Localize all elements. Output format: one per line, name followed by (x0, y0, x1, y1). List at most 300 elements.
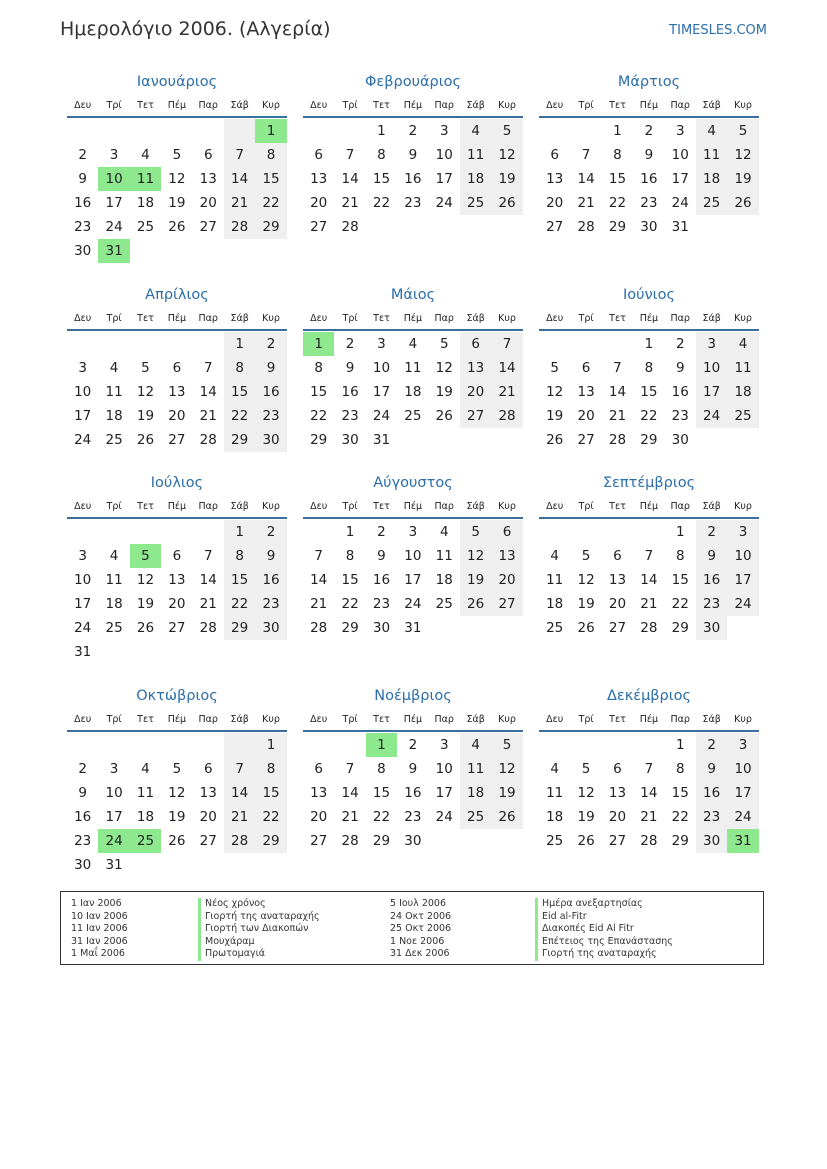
day-cell[interactable]: 3 (78, 360, 87, 376)
day-cell[interactable]: 21 (640, 596, 658, 612)
day-cell[interactable]: 27 (546, 219, 564, 235)
day-cell[interactable]: 27 (608, 620, 627, 636)
day-cell[interactable]: 31 (372, 432, 391, 448)
day-cell[interactable]: 11 (727, 356, 758, 380)
day-cell[interactable]: 16 (696, 781, 727, 805)
day-cell[interactable]: 15 (608, 171, 627, 187)
day-cell[interactable]: 12 (727, 143, 758, 167)
day-cell[interactable]: 9 (255, 356, 286, 380)
day-cell[interactable]: 31 (98, 239, 129, 263)
day-cell[interactable]: 24 (74, 620, 92, 636)
day-cell[interactable]: 19 (546, 408, 564, 424)
day-cell[interactable]: 11 (105, 384, 123, 400)
day-cell[interactable]: 26 (136, 620, 155, 636)
day-cell[interactable]: 22 (255, 191, 286, 215)
day-cell[interactable]: 12 (460, 544, 491, 568)
day-cell[interactable]: 4 (550, 548, 559, 564)
day-cell[interactable]: 23 (74, 219, 92, 235)
day-cell[interactable]: 6 (314, 147, 323, 163)
day-cell[interactable]: 25 (105, 620, 123, 636)
day-cell[interactable]: 7 (491, 332, 522, 356)
day-cell[interactable]: 10 (372, 360, 391, 376)
day-cell[interactable]: 31 (671, 219, 689, 235)
day-cell[interactable]: 11 (460, 143, 491, 167)
day-cell[interactable]: 2 (408, 123, 418, 139)
day-cell[interactable]: 2 (696, 520, 727, 544)
day-cell[interactable]: 13 (168, 384, 186, 400)
day-cell[interactable]: 28 (491, 404, 522, 428)
day-cell[interactable]: 6 (613, 761, 622, 777)
day-cell[interactable]: 24 (404, 596, 422, 612)
day-cell[interactable]: 12 (136, 572, 155, 588)
day-cell[interactable]: 31 (74, 644, 92, 660)
day-cell[interactable]: 6 (491, 520, 522, 544)
day-cell[interactable]: 3 (439, 737, 449, 753)
day-cell[interactable]: 28 (310, 620, 328, 636)
day-cell[interactable]: 8 (224, 356, 255, 380)
day-cell[interactable]: 2 (675, 336, 685, 352)
day-cell[interactable]: 2 (255, 332, 286, 356)
day-cell[interactable]: 22 (372, 195, 391, 211)
day-cell[interactable]: 7 (581, 147, 591, 163)
day-cell[interactable]: 6 (203, 147, 213, 163)
day-cell[interactable]: 21 (341, 809, 359, 825)
day-cell[interactable]: 2 (377, 524, 386, 540)
day-cell[interactable]: 3 (696, 332, 727, 356)
day-cell[interactable]: 12 (491, 143, 522, 167)
day-cell[interactable]: 18 (136, 195, 155, 211)
day-cell[interactable]: 30 (74, 243, 92, 259)
day-cell[interactable]: 23 (696, 805, 727, 829)
day-cell[interactable]: 10 (727, 544, 758, 568)
day-cell[interactable]: 28 (224, 215, 255, 239)
day-cell[interactable]: 1 (224, 332, 255, 356)
day-cell[interactable]: 27 (608, 833, 627, 849)
day-cell[interactable]: 5 (491, 119, 522, 143)
day-cell[interactable]: 20 (546, 195, 564, 211)
day-cell[interactable]: 3 (439, 123, 449, 139)
day-cell[interactable]: 4 (109, 548, 119, 564)
day-cell[interactable]: 2 (345, 336, 355, 352)
day-cell[interactable]: 14 (199, 572, 217, 588)
day-cell[interactable]: 29 (255, 215, 286, 239)
day-cell[interactable]: 11 (105, 572, 123, 588)
day-cell[interactable]: 9 (255, 544, 286, 568)
day-cell[interactable]: 1 (366, 733, 397, 757)
day-cell[interactable]: 23 (74, 833, 92, 849)
day-cell[interactable]: 15 (372, 171, 391, 187)
day-cell[interactable]: 12 (136, 384, 155, 400)
day-cell[interactable]: 13 (168, 572, 186, 588)
day-cell[interactable]: 6 (460, 332, 491, 356)
day-cell[interactable]: 20 (608, 809, 627, 825)
day-cell[interactable]: 10 (98, 167, 129, 191)
day-cell[interactable]: 23 (404, 195, 422, 211)
day-cell[interactable]: 20 (168, 408, 186, 424)
day-cell[interactable]: 16 (255, 380, 286, 404)
day-cell[interactable]: 12 (546, 384, 564, 400)
day-cell[interactable]: 1 (255, 733, 286, 757)
day-cell[interactable]: 16 (640, 171, 658, 187)
day-cell[interactable]: 13 (460, 356, 491, 380)
day-cell[interactable]: 7 (644, 548, 654, 564)
day-cell[interactable]: 5 (172, 761, 182, 777)
day-cell[interactable]: 29 (255, 829, 286, 853)
day-cell[interactable]: 4 (550, 761, 559, 777)
day-cell[interactable]: 1 (224, 520, 255, 544)
day-cell[interactable]: 29 (671, 620, 689, 636)
day-cell[interactable]: 31 (404, 620, 422, 636)
day-cell[interactable]: 28 (199, 620, 217, 636)
day-cell[interactable]: 9 (644, 147, 654, 163)
day-cell[interactable]: 16 (404, 171, 422, 187)
day-cell[interactable]: 19 (136, 596, 155, 612)
day-cell[interactable]: 17 (435, 785, 453, 801)
day-cell[interactable]: 27 (199, 833, 217, 849)
day-cell[interactable]: 5 (727, 119, 758, 143)
day-cell[interactable]: 10 (404, 548, 422, 564)
day-cell[interactable]: 8 (613, 147, 622, 163)
day-cell[interactable]: 15 (640, 384, 658, 400)
day-cell[interactable]: 14 (341, 171, 359, 187)
day-cell[interactable]: 27 (168, 620, 186, 636)
day-cell[interactable]: 28 (341, 219, 359, 235)
day-cell[interactable]: 24 (74, 432, 92, 448)
day-cell[interactable]: 14 (224, 167, 255, 191)
day-cell[interactable]: 15 (255, 781, 286, 805)
day-cell[interactable]: 17 (727, 781, 758, 805)
day-cell[interactable]: 20 (310, 809, 328, 825)
day-cell[interactable]: 8 (377, 761, 386, 777)
day-cell[interactable]: 19 (727, 167, 758, 191)
day-cell[interactable]: 15 (671, 572, 689, 588)
day-cell[interactable]: 27 (491, 592, 522, 616)
day-cell[interactable]: 3 (109, 147, 119, 163)
day-cell[interactable]: 21 (577, 195, 595, 211)
day-cell[interactable]: 5 (581, 548, 591, 564)
day-cell[interactable]: 3 (727, 520, 758, 544)
day-cell[interactable]: 4 (141, 147, 150, 163)
day-cell[interactable]: 12 (435, 360, 453, 376)
day-cell[interactable]: 30 (640, 219, 658, 235)
day-cell[interactable]: 26 (491, 191, 522, 215)
day-cell[interactable]: 25 (404, 408, 422, 424)
day-cell[interactable]: 4 (439, 524, 449, 540)
day-cell[interactable]: 16 (74, 195, 92, 211)
day-cell[interactable]: 2 (78, 761, 87, 777)
day-cell[interactable]: 15 (310, 384, 328, 400)
day-cell[interactable]: 9 (78, 171, 87, 187)
day-cell[interactable]: 20 (491, 568, 522, 592)
day-cell[interactable]: 11 (130, 167, 161, 191)
day-cell[interactable]: 18 (460, 781, 491, 805)
day-cell[interactable]: 2 (644, 123, 654, 139)
day-cell[interactable]: 18 (727, 380, 758, 404)
day-cell[interactable]: 22 (671, 596, 689, 612)
day-cell[interactable]: 18 (136, 809, 155, 825)
day-cell[interactable]: 17 (435, 171, 453, 187)
day-cell[interactable]: 22 (372, 809, 391, 825)
day-cell[interactable]: 2 (408, 737, 418, 753)
day-cell[interactable]: 9 (78, 785, 87, 801)
day-cell[interactable]: 8 (224, 544, 255, 568)
day-cell[interactable]: 28 (640, 620, 658, 636)
day-cell[interactable]: 19 (168, 195, 186, 211)
day-cell[interactable]: 27 (577, 432, 595, 448)
day-cell[interactable]: 21 (491, 380, 522, 404)
day-cell[interactable]: 25 (435, 596, 453, 612)
day-cell[interactable]: 22 (255, 805, 286, 829)
day-cell[interactable]: 7 (644, 761, 654, 777)
day-cell[interactable]: 16 (74, 809, 92, 825)
day-cell[interactable]: 4 (696, 119, 727, 143)
day-cell[interactable]: 5 (550, 360, 559, 376)
day-cell[interactable]: 10 (696, 356, 727, 380)
day-cell[interactable]: 19 (491, 167, 522, 191)
day-cell[interactable]: 10 (74, 384, 92, 400)
day-cell[interactable]: 8 (345, 548, 355, 564)
day-cell[interactable]: 13 (491, 544, 522, 568)
day-cell[interactable]: 14 (341, 785, 359, 801)
day-cell[interactable]: 21 (640, 809, 658, 825)
day-cell[interactable]: 25 (460, 805, 491, 829)
day-cell[interactable]: 8 (255, 757, 286, 781)
day-cell[interactable]: 20 (577, 408, 595, 424)
day-cell[interactable]: 18 (460, 167, 491, 191)
day-cell[interactable]: 25 (727, 404, 758, 428)
day-cell[interactable]: 17 (74, 408, 92, 424)
day-cell[interactable]: 29 (608, 219, 627, 235)
day-cell[interactable]: 11 (435, 548, 453, 564)
day-cell[interactable]: 17 (74, 596, 92, 612)
day-cell[interactable]: 19 (435, 384, 453, 400)
day-cell[interactable]: 29 (341, 620, 359, 636)
day-cell[interactable]: 2 (78, 147, 87, 163)
day-cell[interactable]: 3 (377, 336, 386, 352)
day-cell[interactable]: 20 (310, 195, 328, 211)
day-cell[interactable]: 12 (577, 785, 595, 801)
day-cell[interactable]: 12 (168, 785, 186, 801)
day-cell[interactable]: 4 (408, 336, 418, 352)
day-cell[interactable]: 26 (168, 219, 186, 235)
day-cell[interactable]: 18 (404, 384, 422, 400)
day-cell[interactable]: 25 (130, 829, 161, 853)
day-cell[interactable]: 5 (491, 733, 522, 757)
day-cell[interactable]: 1 (255, 119, 286, 143)
day-cell[interactable]: 26 (577, 620, 595, 636)
day-cell[interactable]: 17 (671, 171, 689, 187)
day-cell[interactable]: 22 (608, 195, 627, 211)
day-cell[interactable]: 27 (310, 219, 328, 235)
day-cell[interactable]: 15 (372, 785, 391, 801)
day-cell[interactable]: 14 (640, 785, 658, 801)
day-cell[interactable]: 7 (224, 143, 255, 167)
day-cell[interactable]: 27 (310, 833, 328, 849)
day-cell[interactable]: 11 (136, 785, 155, 801)
day-cell[interactable]: 18 (105, 408, 123, 424)
day-cell[interactable]: 22 (224, 404, 255, 428)
day-cell[interactable]: 16 (341, 384, 359, 400)
day-cell[interactable]: 7 (203, 548, 213, 564)
day-cell[interactable]: 16 (372, 572, 391, 588)
day-cell[interactable]: 1 (613, 123, 622, 139)
day-cell[interactable]: 23 (372, 596, 391, 612)
site-link[interactable]: TIMESLES.COM (669, 23, 767, 38)
day-cell[interactable]: 18 (546, 596, 564, 612)
day-cell[interactable]: 19 (491, 781, 522, 805)
day-cell[interactable]: 15 (671, 785, 689, 801)
day-cell[interactable]: 12 (168, 171, 186, 187)
day-cell[interactable]: 8 (377, 147, 386, 163)
day-cell[interactable]: 6 (613, 548, 622, 564)
day-cell[interactable]: 22 (310, 408, 328, 424)
day-cell[interactable]: 14 (199, 384, 217, 400)
day-cell[interactable]: 20 (460, 380, 491, 404)
day-cell[interactable]: 19 (577, 809, 595, 825)
day-cell[interactable]: 23 (696, 592, 727, 616)
day-cell[interactable]: 7 (314, 548, 323, 564)
day-cell[interactable]: 3 (727, 733, 758, 757)
day-cell[interactable]: 11 (696, 143, 727, 167)
day-cell[interactable]: 21 (224, 805, 255, 829)
day-cell[interactable]: 16 (671, 384, 689, 400)
day-cell[interactable]: 1 (303, 332, 334, 356)
day-cell[interactable]: 23 (640, 195, 658, 211)
day-cell[interactable]: 10 (435, 147, 453, 163)
day-cell[interactable]: 4 (460, 119, 491, 143)
day-cell[interactable]: 7 (345, 761, 355, 777)
day-cell[interactable]: 21 (199, 408, 217, 424)
day-cell[interactable]: 13 (310, 171, 328, 187)
day-cell[interactable]: 2 (255, 520, 286, 544)
day-cell[interactable]: 23 (404, 809, 422, 825)
day-cell[interactable]: 27 (168, 432, 186, 448)
day-cell[interactable]: 26 (435, 408, 453, 424)
day-cell[interactable]: 14 (608, 384, 627, 400)
day-cell[interactable]: 15 (224, 568, 255, 592)
day-cell[interactable]: 28 (199, 432, 217, 448)
day-cell[interactable]: 29 (640, 432, 658, 448)
day-cell[interactable]: 22 (224, 592, 255, 616)
day-cell[interactable]: 7 (203, 360, 213, 376)
day-cell[interactable]: 11 (546, 572, 564, 588)
day-cell[interactable]: 18 (435, 572, 453, 588)
day-cell[interactable]: 12 (491, 757, 522, 781)
day-cell[interactable]: 19 (136, 408, 155, 424)
day-cell[interactable]: 24 (696, 404, 727, 428)
day-cell[interactable]: 19 (577, 596, 595, 612)
day-cell[interactable]: 13 (608, 572, 627, 588)
day-cell[interactable]: 13 (310, 785, 328, 801)
day-cell[interactable]: 28 (608, 432, 627, 448)
day-cell[interactable]: 9 (408, 147, 418, 163)
day-cell[interactable]: 5 (141, 360, 150, 376)
day-cell[interactable]: 23 (341, 408, 359, 424)
day-cell[interactable]: 24 (727, 805, 758, 829)
day-cell[interactable]: 30 (74, 857, 92, 873)
day-cell[interactable]: 26 (727, 191, 758, 215)
day-cell[interactable]: 20 (199, 195, 217, 211)
day-cell[interactable]: 10 (435, 761, 453, 777)
day-cell[interactable]: 21 (608, 408, 627, 424)
day-cell[interactable]: 6 (314, 761, 323, 777)
day-cell[interactable]: 30 (372, 620, 391, 636)
day-cell[interactable]: 12 (577, 572, 595, 588)
day-cell[interactable]: 10 (727, 757, 758, 781)
day-cell[interactable]: 11 (460, 757, 491, 781)
day-cell[interactable]: 25 (696, 191, 727, 215)
day-cell[interactable]: 15 (255, 167, 286, 191)
day-cell[interactable]: 20 (608, 596, 627, 612)
day-cell[interactable]: 15 (224, 380, 255, 404)
day-cell[interactable]: 26 (460, 592, 491, 616)
day-cell[interactable]: 23 (255, 404, 286, 428)
day-cell[interactable]: 1 (345, 524, 355, 540)
day-cell[interactable]: 18 (546, 809, 564, 825)
day-cell[interactable]: 3 (78, 548, 87, 564)
day-cell[interactable]: 24 (372, 408, 391, 424)
day-cell[interactable]: 8 (314, 360, 323, 376)
day-cell[interactable]: 23 (671, 408, 689, 424)
day-cell[interactable]: 29 (224, 616, 255, 640)
day-cell[interactable]: 22 (671, 809, 689, 825)
day-cell[interactable]: 26 (491, 805, 522, 829)
day-cell[interactable]: 5 (581, 761, 591, 777)
day-cell[interactable]: 8 (255, 143, 286, 167)
day-cell[interactable]: 17 (696, 380, 727, 404)
day-cell[interactable]: 2 (696, 733, 727, 757)
day-cell[interactable]: 30 (671, 432, 689, 448)
day-cell[interactable]: 24 (435, 809, 453, 825)
day-cell[interactable]: 21 (224, 191, 255, 215)
day-cell[interactable]: 16 (255, 568, 286, 592)
day-cell[interactable]: 9 (345, 360, 355, 376)
day-cell[interactable]: 5 (439, 336, 449, 352)
day-cell[interactable]: 31 (727, 829, 758, 853)
day-cell[interactable]: 13 (546, 171, 564, 187)
day-cell[interactable]: 17 (404, 572, 422, 588)
day-cell[interactable]: 29 (671, 833, 689, 849)
day-cell[interactable]: 7 (345, 147, 355, 163)
day-cell[interactable]: 25 (136, 219, 155, 235)
day-cell[interactable]: 29 (372, 833, 391, 849)
day-cell[interactable]: 13 (608, 785, 627, 801)
day-cell[interactable]: 21 (341, 195, 359, 211)
day-cell[interactable]: 19 (168, 809, 186, 825)
day-cell[interactable]: 6 (172, 360, 182, 376)
day-cell[interactable]: 25 (105, 432, 123, 448)
day-cell[interactable]: 1 (675, 737, 685, 753)
day-cell[interactable]: 24 (105, 219, 123, 235)
day-cell[interactable]: 24 (671, 195, 689, 211)
day-cell[interactable]: 9 (696, 757, 727, 781)
day-cell[interactable]: 27 (460, 404, 491, 428)
day-cell[interactable]: 9 (696, 544, 727, 568)
day-cell[interactable]: 4 (460, 733, 491, 757)
day-cell[interactable]: 1 (675, 524, 685, 540)
day-cell[interactable]: 6 (550, 147, 559, 163)
day-cell[interactable]: 13 (199, 171, 217, 187)
day-cell[interactable]: 26 (168, 833, 186, 849)
day-cell[interactable]: 24 (435, 195, 453, 211)
day-cell[interactable]: 29 (224, 428, 255, 452)
day-cell[interactable]: 20 (168, 596, 186, 612)
day-cell[interactable]: 3 (675, 123, 685, 139)
day-cell[interactable]: 20 (199, 809, 217, 825)
day-cell[interactable]: 4 (109, 360, 119, 376)
day-cell[interactable]: 26 (136, 432, 155, 448)
day-cell[interactable]: 15 (341, 572, 359, 588)
